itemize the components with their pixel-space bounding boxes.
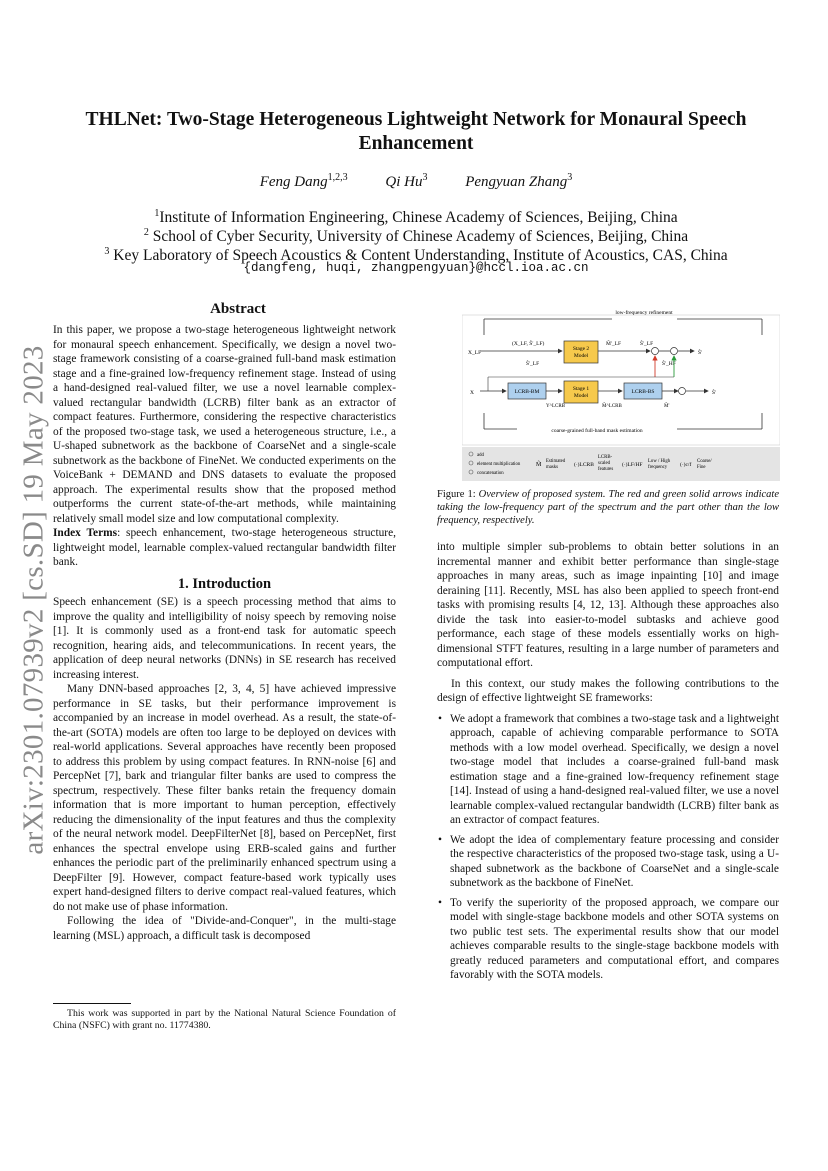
svg-text:M̃: M̃ [536,462,542,468]
m-prime-label: M̂' [664,404,670,409]
s-lf-hat-label: Ŝ'_LF [526,361,540,367]
index-terms: Index Terms: speech enhancement, two-stage heterogeneous structure, lightweight model, learnable complex-valued rectangular bandwidth filter bank. [53,527,396,568]
svg-text:masks: masks [546,465,558,470]
right-column [437,540,779,988]
svg-text:Coarse/: Coarse/ [697,459,712,464]
s-bottom-label: Ŝ' [712,390,717,396]
pair-label: (X_LF, Ŝ'_LF) [512,341,545,347]
figure-border [462,315,780,445]
svg-text:LCRB-BM: LCRB-BM [514,389,540,395]
figure-caption: Figure 1: Overview of proposed system. The red and green solid arrows indicate taking the low-frequency part of the spectrum and the part other than the low frequency, respectively. [437,489,779,526]
svg-text:features: features [598,467,614,472]
x-lf-label: X_LF [468,350,482,356]
svg-text:Estimated: Estimated [546,459,566,464]
svg-text:add: add [477,453,484,458]
svg-text:(·)c/f: (·)c/f [680,462,692,468]
footnote: This work was supported in part by the National Natural Science Foundation of China (NSFC) with grant no. 11774380. [53,1008,396,1031]
svg-text:Stage 1: Stage 1 [572,386,590,392]
arxiv-id: arXiv:2301.07939v2 [cs.SD] 19 May 2023 [17,345,50,855]
svg-text:(·)LF/HF: (·)LF/HF [622,462,643,468]
author: Feng Dang$^{1,2,3}$ [259,172,348,190]
y-lcrb-label: Y^LCRB [546,404,566,409]
stage2-model-box [564,341,598,363]
svg-text:concatenation: concatenation [477,471,504,476]
x-label: X [470,390,474,396]
svg-text:Low / High: Low / High [648,459,671,464]
intro-paragraph: In this context, our study makes the following contributions to the design of effective lightweight SE frameworks: [437,677,779,704]
intro-paragraph: Following the idea of "Divide-and-Conquer", in the multi-stage learning (MSL) approach, a difficult task is decomposed [53,915,396,942]
svg-text:LCRB-BS: LCRB-BS [631,389,655,395]
m-lcrb-label: M̂^LCRB [602,404,622,409]
author: Qi Hu$^3$ [385,172,428,190]
left-column [53,323,396,943]
svg-text:scaled: scaled [598,461,610,466]
svg-text:Stage 2: Stage 2 [572,346,590,352]
svg-text:frequency: frequency [648,465,668,470]
abstract-heading: Abstract [210,301,266,317]
s-prime-label: Ŝ' [698,350,703,356]
author-list [80,172,752,191]
intro-paragraph: Speech enhancement (SE) is a speech processing method that aims to improve the quality and intelligibility of noisy speech by removing noise [1]. It is commonly used as a front-end task for automatic speech recognition, hearing aids, and telecommunications. In recent years, the application of deep neural networks (DNNs) in SE research has received increasing interest. [53,596,396,681]
author: Pengyuan Zhang$^3$ [465,172,573,190]
intro-paragraph: Many DNN-based approaches [2, 3, 4, 5] have achieved impressive performance in SE tasks, but their performance improvement is accompanied by an increase in model overhead. As a result, the state-of-the-art (SOTA) models are often too large to be deployed on devices with real-world applications. Several approaches have recently been proposed to address this problem by using compact features. In RNN-noise [6] and PercepNet [7], bark and triangular filter banks are used to compress the spectrum, respectively. These filter banks retain the frequency domain information that is more important to human perception, effectively reducing the dimensionality of the input features and thus the complexity of the neural network model. DeepFilterNet [8], based on PercepNet, first enhances the spectral envelope using ERB-scaled gains and further enhances the periodic part of the preliminarily enhanced spectrum using a DeepFilter [9]. However, compact feature-based work typically uses expert hand-designed filters to derive compact real-valued features, which do not make use of phase information. [53,683,396,913]
svg-text:element multiplication: element multiplication [477,462,521,467]
affiliation: $^3$ Key Laboratory of Speech Acoustics & Content Understanding, Institute of Acoustics, CAS, China [104,246,728,265]
stage1-model-box [564,381,598,403]
m-lf-label: M̂'_LF [606,341,622,347]
svg-text:LCRB-: LCRB- [598,455,613,460]
paper-title: THLNet: Two-Stage Heterogeneous Lightweight Network for Monaural Speech Enhancement [85,109,747,154]
s-hf-label: Ŝ'_HF [662,361,676,367]
svg-text:Model: Model [573,393,589,399]
figure-system-overview [462,305,780,481]
svg-text:Model: Model [573,353,589,359]
list-item: • We adopt the idea of complementary feature processing and consider the respective characteristics of the proposed two-stage task, using a U-shaped subnetwork as the backbone of CoarseNet and a single-scale subnetwork as the backbone of FineNet. [450,833,779,891]
s-lf-out-label: Ŝ'_LF [640,341,654,347]
abstract-text: In this paper, we propose a two-stage heterogeneous lightweight network for monaural speech enhancement. Specifically, we design a novel two-stage framework consisting of a coarse-grained full-band mask estimation stage and a fine-grained low-frequency refinement stage. Instead of using a hand-designed real-valued filter, we use a novel learnable complex-valued rectangular bandwidth (LCRB) filter bank as an extractor of compact features. Furthermore, considering the respective characteristics of the proposed two-stage task, we used a heterogeneous structure, i.e., a U-shaped subnetwork as the backbone of CoarseNet and a single-scale subnetwork as the backbone of FineNet. We conducted experiments on the VoiceBank + DEMAND and DNS datasets to evaluate the proposed approach. The experimental results show that the proposed method outperforms the current state-of-the-art methods, while maintaining relatively small model size and low computational complexity. [53,324,396,525]
contributions-list [437,712,779,983]
author-email: {dangfeng, huqi, zhangpengyuan}@hccl.ioa.ac.cn [243,261,589,275]
section-heading-introduction: 1. Introduction [177,575,272,592]
svg-text:(·)LCRB: (·)LCRB [574,462,594,468]
svg-text:Fine: Fine [697,465,706,470]
list-item: • We adopt a framework that combines a two-stage task and a lightweight approach, capable of achieving comparable performance to SOTA methods with a low model overhead. Specifically, we design a novel two-stage model that includes a coarse-grained full-band mask estimation stage and a fine-grained low-frequency refinement stage [14]. Instead of using a hand-designed real-valued filter, we use a novel learnable complex-valued rectangular bandwidth (LCRB) filter bank as an extractor of compact features. [450,712,779,828]
affiliation: $^2$ School of Cyber Security, University of Chinese Academy of Sciences, Beijing, China [143,227,689,246]
list-item: • To verify the superiority of the proposed approach, we compare our model with single-stage backbone models and other SOTA systems on two public test sets. The experimental results show that our model achieves comparable results to the single-stage backbone models with greatly reduced parameters and computational effort, and compares favorably with the SOTA models. [450,896,779,983]
footnote-rule [53,1003,131,1004]
affiliation: $^1$Institute of Information Engineering, Chinese Academy of Sciences, Beijing, China [154,208,678,227]
low-frequency-refinement-label: low-frequency refinement [615,310,673,316]
coarse-estimation-label: coarse-grained full-band mask estimation [551,428,643,434]
intro-paragraph: into multiple simpler sub-problems to obtain better solutions in an incremental manner and exhibit better performance than single-stage approaches in many areas, such as image inpainting [10] and image deraining [11]. Recently, MSL has also been applied to speech front-end tasks with promising results [4, 12, 13]. Although these approaches also divide the task into easier-to-model subtasks and achieve good performance, each stage of these models essentially works on high-dimensional STFT features, resulting in a large number of parameters and computational effort. [437,541,779,669]
